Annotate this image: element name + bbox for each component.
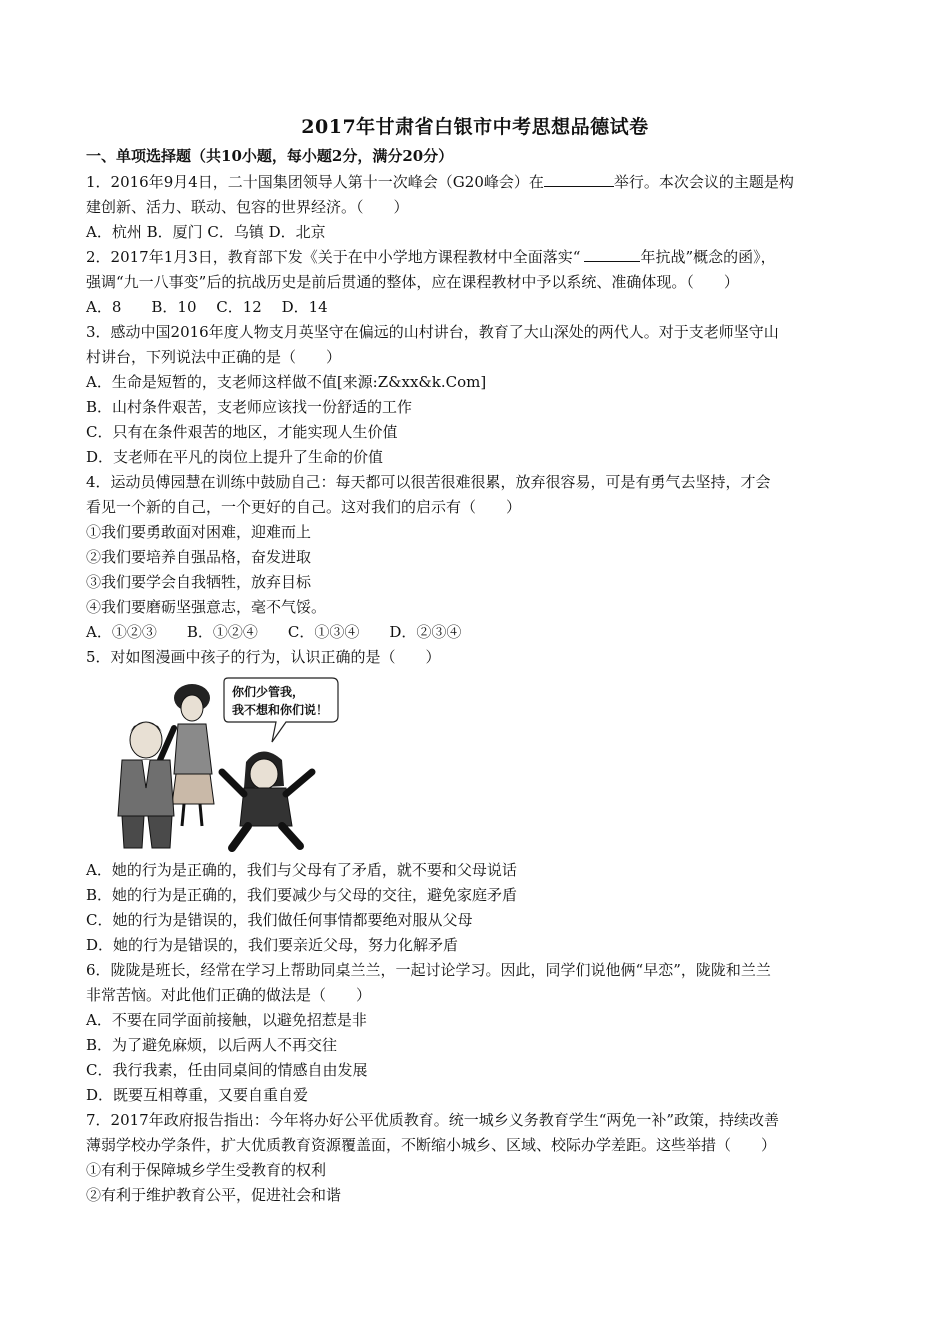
q4-options: A．①②③ B．①②④ C．①③④ D．②③④ (86, 623, 462, 641)
q6-option-d: D．既要互相尊重，又要自重自爱 (86, 1086, 309, 1104)
q6-option-a: A．不要在同学面前接触，以避免招惹是非 (86, 1011, 367, 1029)
q6-stem-line1: 6．陇陇是班长，经常在学习上帮助同桌兰兰，一起讨论学习。因此，同学们说他俩“早恋”，陇陇和兰兰 (86, 961, 771, 979)
q5-option-d: D．她的行为是错误的，我们要亲近父母，努力化解矛盾 (86, 936, 459, 954)
q1-stem-line2: 建创新、活力、联动、包容的世界经济。（ ） (86, 198, 409, 216)
q1-stem-part-a: 1．2016年9月4日，二十国集团领导人第十一次峰会（G20峰会）在 (86, 173, 544, 191)
q2-stem-line1 (86, 247, 776, 267)
q5-option-a: A．她的行为是正确的，我们与父母有了矛盾，就不要和父母说话 (86, 861, 517, 879)
q5-stem: 5．对如图漫画中孩子的行为，认识正确的是（ ） (86, 648, 441, 666)
q1-stem-part-b: 举行。本次会议的主题是构 (613, 173, 794, 191)
q4-stem-line2: 看见一个新的自己，一个更好的自己。这对我们的启示有（ ） (86, 498, 522, 516)
q3-option-c: C．只有在条件艰苦的地区，才能实现人生价值 (86, 423, 398, 441)
q1-stem-line1 (86, 172, 794, 192)
q7-stem-line1: 7．2017年政府报告指出：今年将办好公平优质教育。统一城乡义务教育学生“两免一补”政策，持续改善 (86, 1111, 780, 1129)
q6-stem-line2: 非常苦恼。对此他们正确的做法是（ ） (86, 986, 372, 1004)
q2-options: A．8 B．10 C．12 D．14 (86, 298, 328, 316)
q2-blank (584, 247, 640, 262)
q7-item-2: ②有利于维护教育公平，促进社会和谐 (86, 1186, 342, 1204)
q2-stem-part-b: 年抗战”概念的函》， (640, 248, 776, 266)
q3-option-a: A．生命是短暂的，支老师这样做不值[来源:Z&xx&k.Com] (86, 373, 487, 391)
q6-option-b: B．为了避免麻烦，以后两人不再交往 (86, 1036, 338, 1054)
q4-item-3: ③我们要学会自我牺牲，放弃目标 (86, 573, 312, 591)
q7-stem-line2: 薄弱学校办学条件，扩大优质教育资源覆盖面，不断缩小城乡、区域、校际办学差距。这些举措（ ） (86, 1136, 777, 1154)
q3-stem-line1: 3．感动中国2016年度人物支月英坚守在偏远的山村讲台，教育了大山深处的两代人。对于支老师坚守山 (86, 323, 779, 341)
q2-stem-part-a: 2．2017年1月3日，教育部下发《关于在中小学地方课程教材中全面落实“ (86, 248, 581, 266)
speech-bubble-line2: 我不想和你们说！ (232, 703, 329, 717)
q1-blank (544, 172, 614, 187)
q2-stem-line2: 强调“九一八事变”后的抗战历史是前后贯通的整体，应在课程教材中予以系统、准确体现。（ ） (86, 273, 739, 291)
q3-stem-line2: 村讲台，下列说法中正确的是（ ） (86, 348, 342, 366)
speech-bubble-line1: 你们少管我， (232, 685, 305, 699)
q3-option-b: B．山村条件艰苦，支老师应该找一份舒适的工作 (86, 398, 413, 416)
q6-option-c: C．我行我素，任由同桌间的情感自由发展 (86, 1061, 368, 1079)
q4-stem-line1: 4．运动员傅园慧在训练中鼓励自己：每天都可以很苦很难很累，放弃很容易，可是有勇气去坚持，才会 (86, 473, 771, 491)
q4-item-2: ②我们要培养自强品格，奋发进取 (86, 548, 312, 566)
q5-option-c: C．她的行为是错误的，我们做任何事情都要绝对服从父母 (86, 911, 473, 929)
page-title: 2017年甘肃省白银市中考思想品德试卷 (301, 116, 649, 138)
q7-item-1: ①有利于保障城乡学生受教育的权利 (86, 1161, 327, 1179)
child-figure (222, 751, 312, 848)
q5-option-b: B．她的行为是正确的，我们要减少与父母的交往，避免家庭矛盾 (86, 886, 518, 904)
q1-options: A．杭州 B．厦门 C．乌镇 D．北京 (86, 223, 326, 241)
q4-item-4: ④我们要磨砺坚强意志，毫不气馁。 (86, 598, 327, 616)
q4-item-1: ①我们要勇敢面对困难，迎难而上 (86, 523, 312, 541)
comic-illustration (86, 676, 368, 854)
section-heading: 一、单项选择题（共10小题，每小题2分，满分20分） (86, 147, 454, 165)
q3-option-d: D．支老师在平凡的岗位上提升了生命的价值 (86, 448, 384, 466)
